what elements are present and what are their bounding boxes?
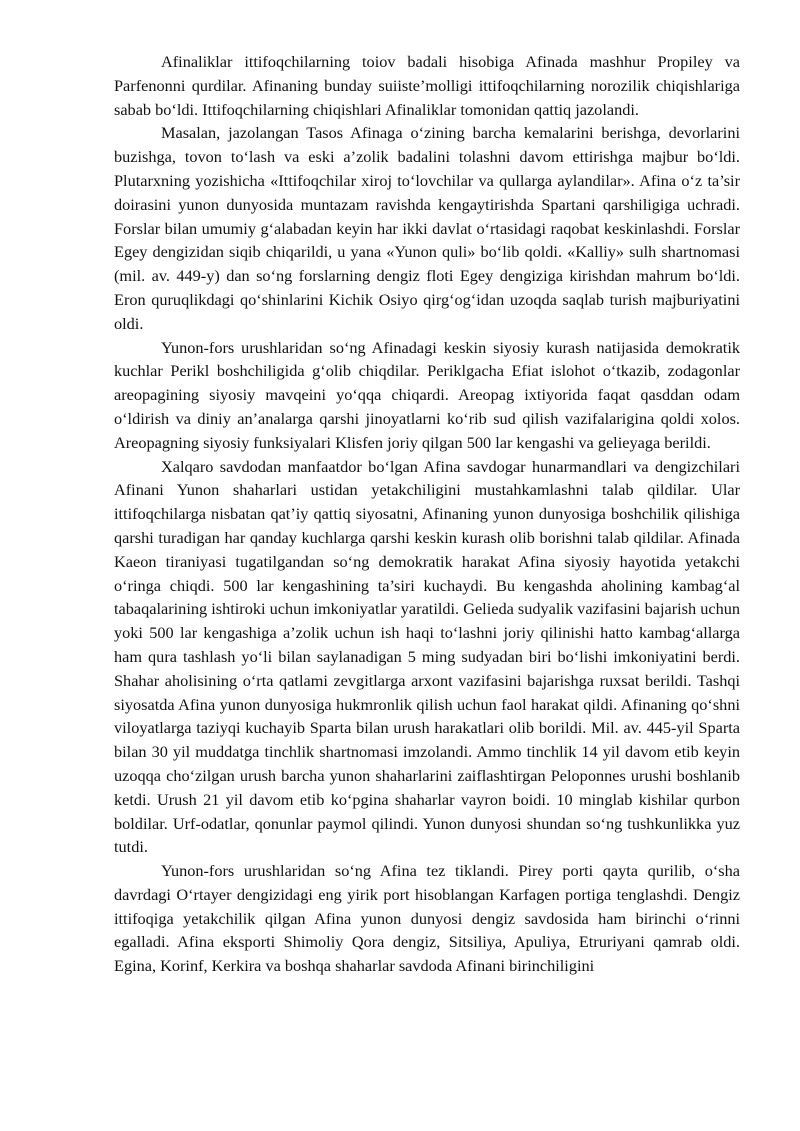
document-page <box>114 50 740 978</box>
paragraph-4: Xalqaro savdodan manfaatdor bo‘lgan Afina savdogar hunarmandlari va dengizchilari Afinani Yunon shaharlari ustidan yetakchiligini mustahkamlashni talab qildilar. Ular ittifoqchilarga nisbatan qat’iy qattiq siyosatni, Afinaning yunon dunyosiga boshchilik qilishiga qarshi turadigan har qanday kuchlarga qarshi keskin kurash olib borishni talab qildilar. Afinada Kaeon tiraniyasi tugatilgandan so‘ng demokratik harakat Afina siyosiy hayotida yetakchi o‘ringa chiqdi. 500 lar kengashining ta’siri kuchaydi. Bu kengashda aholining kambag‘al tabaqalarining ishtiroki uchun imkoniyatlar yaratildi. Gelieda sudyalik vazifasini bajarish uchun yoki 500 lar kengashiga a’zolik uchun ish haqi to‘lashni joriy qilinishi hatto kambag‘allarga ham qura tashlash yo‘li bilan saylanadigan 5 ming sudyadan biri bo‘lishi imkoniyatini berdi. Shahar aholisining o‘rta qatlami zevgitlarga arxont vazifasini bajarishga ruxsat berildi. Tashqi siyosatda Afina yunon dunyosiga hukmronlik qilish uchun faol harakat qildi. Afinaning qo‘shni viloyatlarga taziyqi kuchayib Sparta bilan urush harakatlari olib borildi. Mil. av. 445-yil Sparta bilan 30 yil muddatga tinchlik shartnomasi imzolandi. Ammo tinchlik 14 yil davom etib keyin uzoqqa cho‘zilgan urush barcha yunon shaharlarini zaiflashtirgan Peloponnes urushi boshlanib ketdi. Urush 21 yil davom etib ko‘pgina shaharlar vayron boidi. 10 minglab kishilar qurbon boldilar. Urf-odatlar, qonunlar paymol qilindi. Yunon dunyosi shundan so‘ng tushkunlikka yuz tutdi. <box>114 456 740 857</box>
paragraph-3: Yunon-fors urushlaridan so‘ng Afinadagi keskin siyosiy kurash natijasida demokratik kuchlar Perikl boshchiligida g‘olib chiqdilar. Periklgacha Efiat islohot o‘tkazib, zodagonlar areopagining siyosiy mavqeini yo‘qqa chiqardi. Areopag ixtiyorida faqat qasddan odam o‘ldirish va diniy an’analarga qarshi jinoyatlarni ko‘rib sud qilish vazifalarigina qoldi xolos. Areopagning siyosiy funksiyalari Klisfen joriy qilgan 500 lar kengashi va gelieyaga berildi. <box>114 337 740 452</box>
paragraph-5: Yunon-fors urushlaridan so‘ng Afina tez tiklandi. Pirey porti qayta qurilib, o‘sha davrdagi O‘rtayer dengizidagi eng yirik port hisoblangan Karfagen portiga tenglashdi. Dengiz ittifoqiga yetakchilik qilgan Afina yunon dunyosi dengiz savdosida ham birinchi o‘rinni egalladi. Afina eksporti Shimoliy Qora dengiz, Sitsiliya, Apuliya, Etruriyani qamrab oldi. Egina, Korinf, Kerkira va boshqa shaharlar savdoda Afinani birinchiligini <box>114 861 740 976</box>
paragraph-2: Masalan, jazolangan Tasos Afinaga o‘zining barcha kemalarini berishga, devorlarini buzishga, tovon to‘lash va eski a’zolik badalini tolashni davom ettirishga majbur bo‘ldi. Plutarxning yozishicha «Ittifoqchilar xiroj to‘lovchilar va qullarga aylandilar». Afina o‘z ta’sir doirasini yunon dunyosida muntazam ravishda kengaytirishda Spartani qarshiligiga uchradi. Forslar bilan umumiy g‘alabadan keyin har ikki davlat o‘rtasidagi raqobat keskinlashdi. Forslar Egey dengizidan siqib chiqarildi, u yana «Yunon quli» bo‘lib qoldi. «Kalliy» sulh shartnomasi (mil. av. 449-y) dan so‘ng forslarning dengiz floti Egey dengiziga kirishdan mahrum bo‘ldi. Eron quruqlikdagi qo‘shinlarini Kichik Osiyo qirg‘og‘idan uzoqda saqlab turish majburiyatini oldi. <box>114 123 740 333</box>
paragraph-1: Afinaliklar ittifoqchilarning toiov badali hisobiga Afinada mashhur Propiley va Parfenonni qurdilar. Afinaning bunday suiiste’molligi ittifoqchilarning norozilik chiqishlariga sabab bo‘ldi. Ittifoqchilarning chiqishlari Afinaliklar tomonidan qattiq jazolandi. <box>114 52 740 119</box>
